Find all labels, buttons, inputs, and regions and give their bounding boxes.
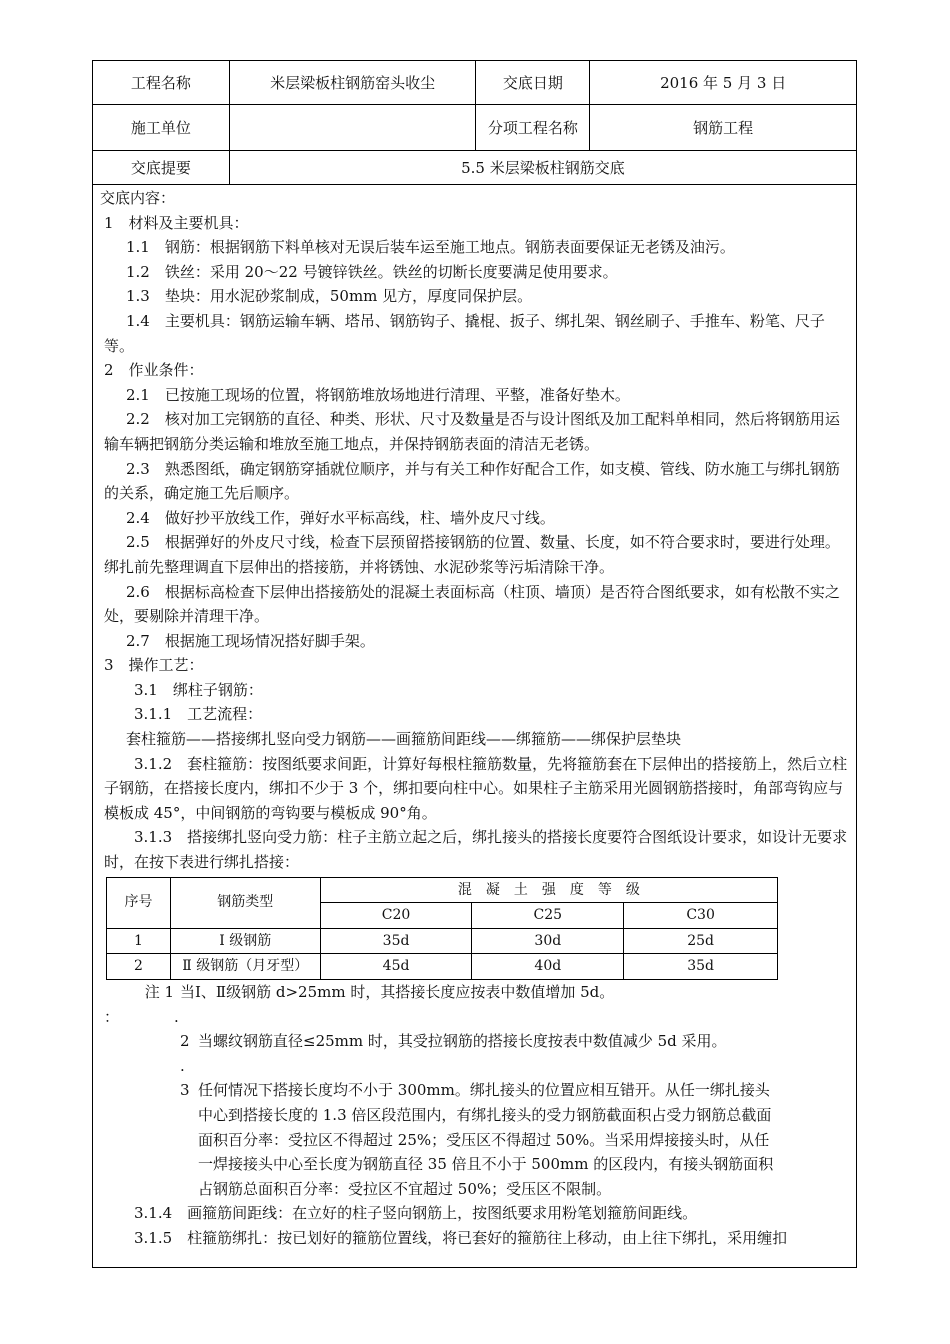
para-1-2: 1.2 铁丝：采用 20～22 号镀锌铁丝。铁丝的切断长度要满足使用要求。 xyxy=(126,262,618,281)
grade-c25: C25 xyxy=(472,903,624,929)
table-row xyxy=(107,928,778,954)
note-3-number: 3 xyxy=(180,1081,190,1100)
row-c20: 35d xyxy=(320,928,472,954)
table-notes xyxy=(104,980,849,1201)
row-c30: 25d xyxy=(624,928,778,954)
para-2-4: 2.4 做好抄平放线工作，弹好水平标高线，柱、墙外皮尺寸线。 xyxy=(126,508,555,527)
row-c25: 40d xyxy=(472,954,624,980)
para-2-3: 2.3 熟悉图纸，确定钢筋穿插就位顺序，并与有关工种作好配合工作，如支模、管线、防水施工与绑扎钢筋的关系，确定施工先后顺序。 xyxy=(104,459,840,503)
row-no: 1 xyxy=(107,928,171,954)
row-type: Ⅱ 级钢筋（月牙型） xyxy=(170,954,320,980)
unit-value xyxy=(229,105,476,151)
para-3-1-4: 3.1.4 画箍筋间距线：在立好的柱子竖向钢筋上，按图纸要求用粉笔划箍筋间距线。 xyxy=(134,1204,698,1223)
note-2: 当螺纹钢筋直径≤25mm 时，其受拉钢筋的搭接长度按表中数值减少 5d 采用。 xyxy=(198,1032,727,1051)
para-3-1-3: 3.1.3 搭接绑扎竖向受力筋：柱子主筋立起之后，绑扎接头的搭接长度要符合图纸设计要求，如设计无要求时，在按下表进行绑扎搭接： xyxy=(104,828,848,872)
summary-value: 5.5 米层梁板柱钢筋交底 xyxy=(229,151,856,185)
project-name-value: 米层梁板柱钢筋窑头收尘 xyxy=(229,61,476,105)
note-3: 任何情况下搭接长度均不小于 300mm。绑扎接头的位置应相互错开。从任一绑扎接头中心到搭接长度的 1.3 倍区段范围内，有绑扎接头的受力钢筋截面积占受力钢筋总截面面积百分率：受拉区不得超过 25%；受压区不得超过 50%。当采用焊接接头时，从任一焊接接头中心至长度为钢筋直径 35 倍且不小于 500mm 的区段内，有接头钢筋面积占钢筋总面积百分率：受拉区不宜超过 50%；受压区不限制。 xyxy=(198,1081,774,1198)
note-dot: . xyxy=(180,1056,185,1075)
row-c25: 30d xyxy=(472,928,624,954)
sub-project-value: 钢筋工程 xyxy=(590,105,857,151)
row-c30: 35d xyxy=(624,954,778,980)
grade-c20: C20 xyxy=(320,903,472,929)
note-label: 注 1 xyxy=(144,983,174,1001)
section-2-heading: 2 作业条件： xyxy=(104,361,204,380)
para-2-7: 2.7 根据施工现场情况搭好脚手架。 xyxy=(126,631,375,650)
note-dot: . xyxy=(174,1007,179,1026)
section-1-heading: 1 材料及主要机具： xyxy=(104,213,249,232)
disclosure-content xyxy=(100,186,849,1251)
section-3-heading: 3 操作工艺： xyxy=(104,656,204,675)
project-name-label: 工程名称 xyxy=(93,61,230,105)
grade-c30: C30 xyxy=(624,903,778,929)
para-2-6: 2.6 根据标高检查下层伸出搭接筋处的混凝土表面标高（柱顶、墙顶）是否符合图纸要求，如有松散不实之处，要剔除并清理干净。 xyxy=(104,582,840,626)
date-label: 交底日期 xyxy=(476,61,590,105)
date-value: 2016 年 5 月 3 日 xyxy=(590,61,857,105)
para-1-4: 1.4 主要机具：钢筋运输车辆、塔吊、钢筋钩子、撬棍、扳子、绑扎架、钢丝刷子、手推车、粉笔、尺子等。 xyxy=(104,311,825,355)
sub-project-label: 分项工程名称 xyxy=(476,105,590,151)
para-3-1: 3.1 绑柱子钢筋： xyxy=(134,680,263,699)
para-1-3: 1.3 垫块：用水泥砂浆制成，50mm 见方，厚度同保护层。 xyxy=(126,287,533,306)
summary-label: 交底提要 xyxy=(93,151,230,185)
col-header-grade: 混 凝 土 强 度 等 级 xyxy=(320,877,777,903)
row-type: Ⅰ 级钢筋 xyxy=(170,928,320,954)
lap-length-table xyxy=(106,877,778,980)
note-1: 当Ⅰ、Ⅱ级钢筋 d>25mm 时，其搭接长度应按表中数值增加 5d。 xyxy=(180,983,615,1001)
header-table xyxy=(92,60,857,185)
col-header-no: 序号 xyxy=(107,877,171,928)
para-3-1-1: 3.1.1 工艺流程： xyxy=(134,705,263,724)
para-2-5: 2.5 根据弹好的外皮尺寸线，检查下层预留搭接钢筋的位置、数量、长度，如不符合要求时，要进行处理。绑扎前先整理调直下层伸出的搭接筋，并将锈蚀、水泥砂浆等污垢清除干净。 xyxy=(104,533,840,576)
col-header-type: 钢筋类型 xyxy=(170,877,320,928)
note-label-colon: ： xyxy=(104,1007,120,1026)
table-row xyxy=(107,954,778,980)
para-2-2: 2.2 核对加工完钢筋的直径、种类、形状、尺寸及数量是否与设计图纸及加工配料单相同，然后将钢筋用运输车辆把钢筋分类运输和堆放至施工地点，并保持钢筋表面的清洁无老锈。 xyxy=(104,410,840,453)
content-title: 交底内容： xyxy=(100,189,176,207)
para-1-1: 1.1 钢筋：根据钢筋下料单核对无误后装车运至施工地点。钢筋表面要保证无老锈及油污。 xyxy=(126,238,735,257)
para-2-1: 2.1 已按施工现场的位置，将钢筋堆放场地进行清理、平整，准备好垫木。 xyxy=(126,385,630,404)
note-2-number: 2 xyxy=(180,1032,190,1051)
para-3-1-2: 3.1.2 套柱箍筋：按图纸要求间距，计算好每根柱箍筋数量，先将箍筋套在下层伸出的搭接筋上，然后立柱子钢筋，在搭接长度内，绑扣不少于 3 个，绑扣要向柱中心。如果柱子主筋采用光圆钢筋搭接时，角部弯钩应与模板成 45°，中间钢筋的弯钩要与模板成 90°角。 xyxy=(104,754,848,822)
row-c20: 45d xyxy=(320,954,472,980)
row-no: 2 xyxy=(107,954,171,980)
unit-label: 施工单位 xyxy=(93,105,230,151)
para-3-1-5: 3.1.5 柱箍筋绑扎：按已划好的箍筋位置线，将已套好的箍筋往上移动，由上往下绑扎，采用缠扣 xyxy=(134,1228,788,1247)
process-flow: 套柱箍筋——搭接绑扎竖向受力钢筋——画箍筋间距线——绑箍筋——绑保护层垫块 xyxy=(126,730,682,749)
